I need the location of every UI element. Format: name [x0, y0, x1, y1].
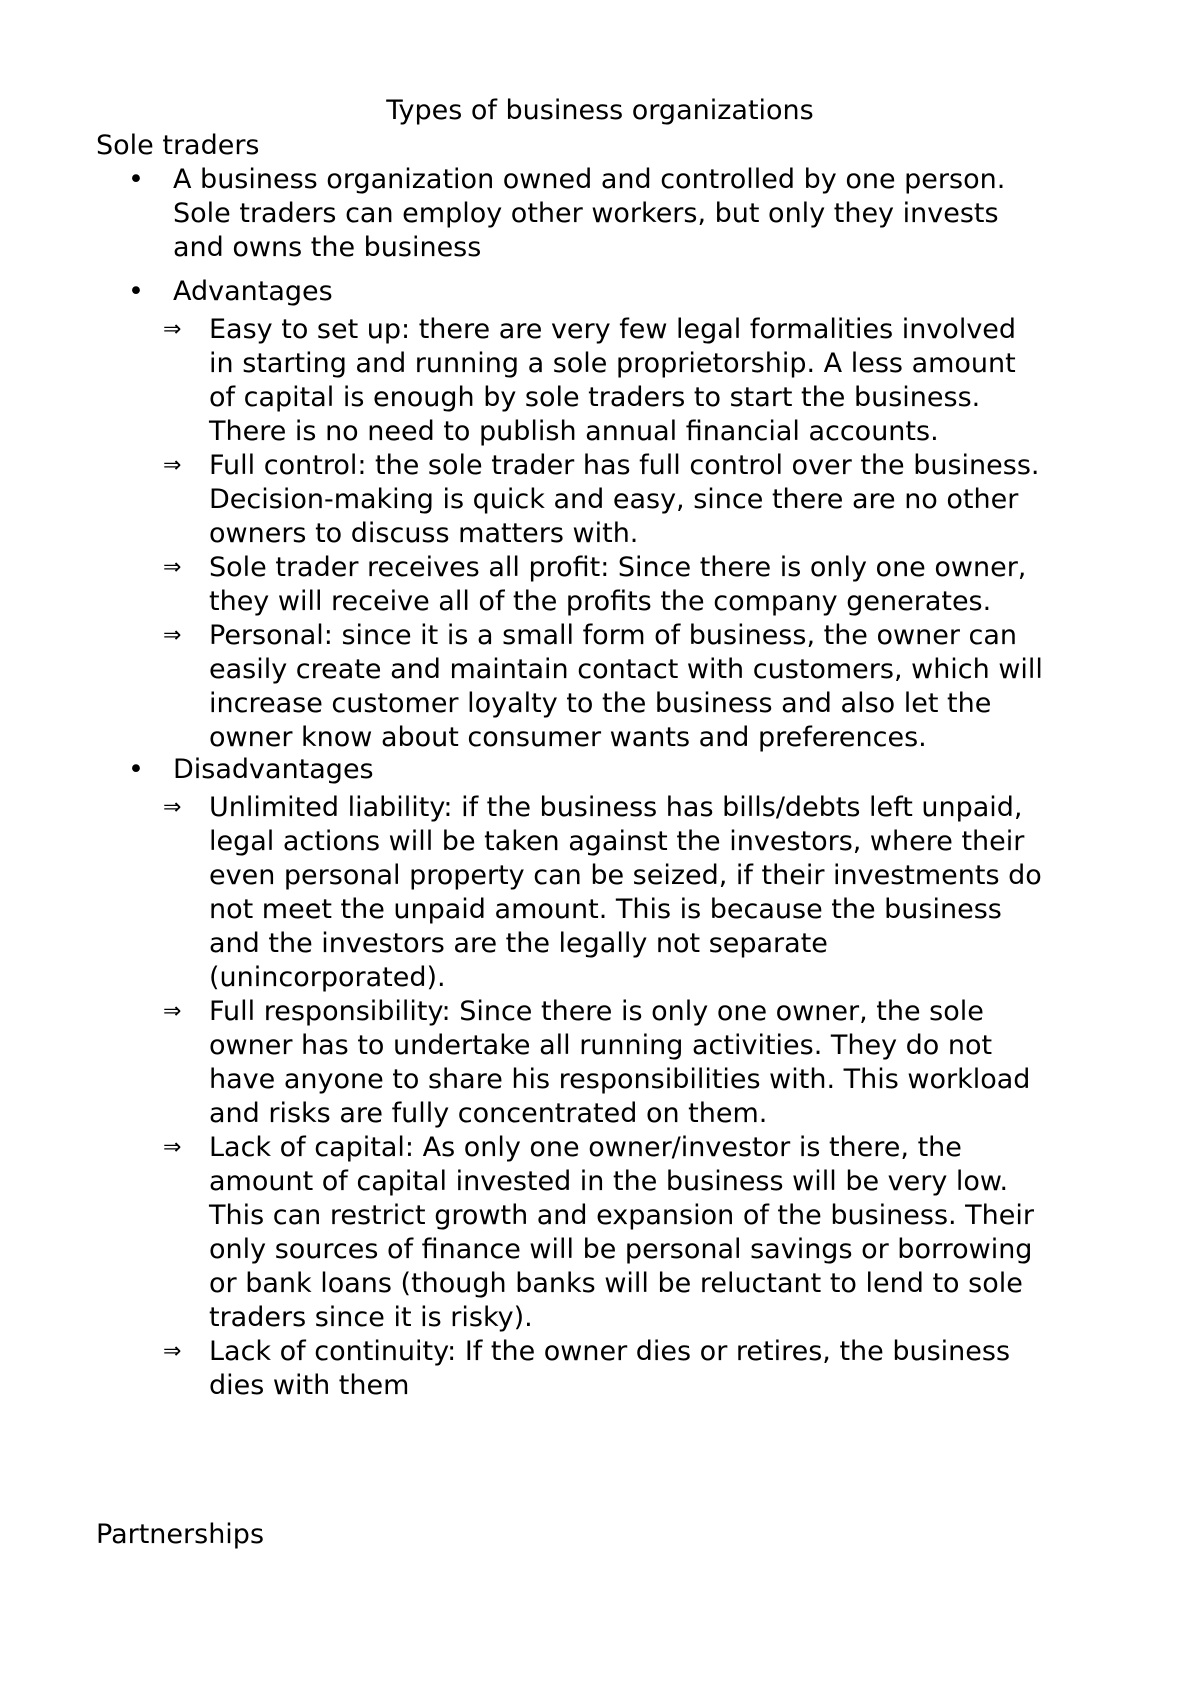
double-arrow-icon: ⇒	[163, 1339, 182, 1364]
text-line: increase customer loyalty to the business and also let the	[209, 688, 992, 719]
text-line: not meet the unpaid amount. This is because the business	[209, 894, 1002, 925]
text-line: This can restrict growth and expansion of the business. Their	[209, 1200, 1034, 1231]
text-line: Unlimited liability: if the business has bills/debts left unpaid,	[209, 792, 1023, 823]
text-line: owner know about consumer wants and preferences.	[209, 722, 927, 753]
text-line: Full responsibility: Since there is only one owner, the sole	[209, 996, 984, 1027]
definition-text	[173, 163, 1005, 265]
double-arrow-icon: ⇒	[163, 1135, 182, 1160]
double-arrow-icon: ⇒	[163, 999, 182, 1024]
double-arrow-icon: ⇒	[163, 795, 182, 820]
double-arrow-icon: ⇒	[163, 453, 182, 478]
disadvantage-text	[209, 791, 1042, 995]
bullet-dot-icon: •	[128, 276, 144, 307]
advantage-text	[209, 619, 1043, 755]
advantage-text	[209, 313, 1016, 449]
text-line: owner has to undertake all running activities. They do not	[209, 1030, 993, 1061]
disadvantages-label: Disadvantages	[173, 754, 374, 785]
text-line: and risks are fully concentrated on them.	[209, 1098, 768, 1129]
bullet-dot-icon: •	[128, 754, 144, 785]
text-line: of capital is enough by sole traders to start the business.	[209, 382, 981, 413]
text-line: only sources of finance will be personal savings or borrowing	[209, 1234, 1033, 1265]
section-heading-sole-traders: Sole traders	[96, 130, 260, 161]
text-line: Personal: since it is a small form of business, the owner can	[209, 620, 1018, 651]
text-line: traders since it is risky).	[209, 1302, 533, 1333]
text-line: Full control: the sole trader has full control over the business.	[209, 450, 1040, 481]
double-arrow-icon: ⇒	[163, 317, 182, 342]
disadvantage-text	[209, 1335, 1010, 1403]
text-line: owners to discuss matters with.	[209, 518, 639, 549]
advantage-text	[209, 449, 1040, 551]
text-line: in starting and running a sole proprietorship. A less amount	[209, 348, 1016, 379]
text-line: There is no need to publish annual financial accounts.	[209, 416, 939, 447]
double-arrow-icon: ⇒	[163, 623, 182, 648]
advantages-label: Advantages	[173, 276, 333, 307]
text-line: Lack of continuity: If the owner dies or retires, the business	[209, 1336, 1011, 1367]
text-line: Sole traders can employ other workers, but only they invests	[173, 198, 999, 229]
advantage-text	[209, 551, 1026, 619]
section-heading-partnerships: Partnerships	[96, 1519, 265, 1550]
text-line: they will receive all of the profits the company generates.	[209, 586, 992, 617]
text-line: have anyone to share his responsibilities with. This workload	[209, 1064, 1031, 1095]
text-line: Sole trader receives all profit: Since there is only one owner,	[209, 552, 1027, 583]
text-line: and the investors are the legally not separate	[209, 928, 828, 959]
text-line: Lack of capital: As only one owner/investor is there, the	[209, 1132, 962, 1163]
text-line: Easy to set up: there are very few legal formalities involved	[209, 314, 1017, 345]
text-line: legal actions will be taken against the investors, where their	[209, 826, 1025, 857]
text-line: amount of capital invested in the business will be very low.	[209, 1166, 1009, 1197]
text-line: A business organization owned and controlled by one person.	[173, 164, 1006, 195]
disadvantage-text	[209, 1131, 1034, 1335]
text-line: (unincorporated).	[209, 962, 446, 993]
text-line: even personal property can be seized, if their investments do	[209, 860, 1042, 891]
bullet-dot-icon: •	[128, 164, 144, 195]
disadvantage-text	[209, 995, 1030, 1131]
text-line: or bank loans (though banks will be reluctant to lend to sole	[209, 1268, 1023, 1299]
document-title: Types of business organizations	[386, 95, 814, 126]
text-line: dies with them	[209, 1370, 410, 1401]
text-line: and owns the business	[173, 232, 482, 263]
text-line: easily create and maintain contact with customers, which will	[209, 654, 1043, 685]
text-line: Decision-making is quick and easy, since there are no other	[209, 484, 1019, 515]
double-arrow-icon: ⇒	[163, 555, 182, 580]
